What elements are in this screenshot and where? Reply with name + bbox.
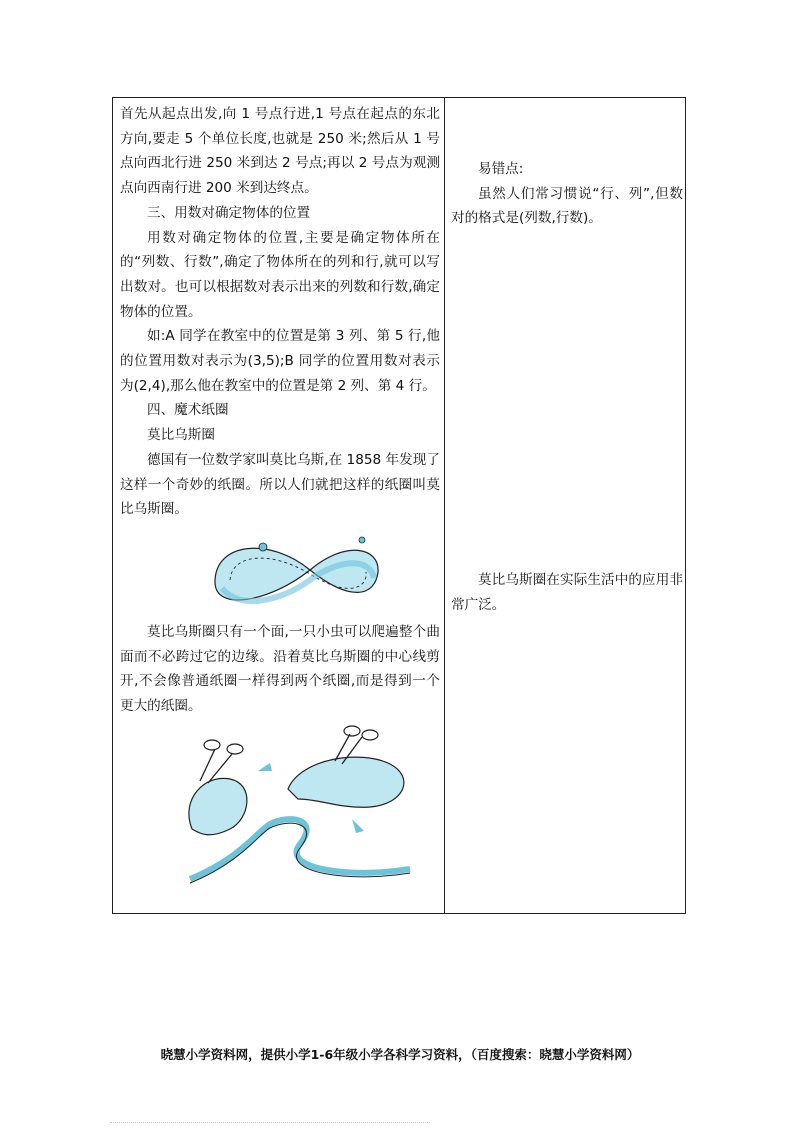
- left-column: [120, 102, 440, 903]
- mobius-application-note: [451, 568, 683, 617]
- mobius-note-text: 莫比乌斯圈在实际生活中的应用非常广泛。: [451, 572, 683, 613]
- error-note: [451, 157, 683, 231]
- page-footer: 晓慧小学资料网，提供小学1-6年级小学各科学习资料，（百度搜索：晓慧小学资料网）: [160, 1047, 640, 1062]
- cutting-mobius-figure: [120, 719, 440, 903]
- heading-magic-loop: 四、魔术纸圈: [147, 402, 229, 419]
- arrow-icon: [258, 763, 272, 771]
- arrow-icon: [352, 819, 364, 833]
- scissors-icon: [204, 740, 220, 750]
- paragraph-mobius-property: 莫比乌斯圈只有一个面,一只小虫可以爬遍整个曲面而不必跨过它的边缘。沿着莫比乌斯圈的中心线剪开,不会像普通纸圈一样得到两个纸圈,而是得到一个更大的纸圈。: [120, 623, 440, 715]
- mobius-strip-figure: [120, 522, 440, 620]
- scissors-icon: [344, 726, 360, 736]
- heading-number-pairs: 三、用数对确定物体的位置: [147, 204, 311, 221]
- right-column: [451, 98, 683, 913]
- note-title: 易错点:: [478, 161, 524, 177]
- bug-icon: [359, 537, 365, 543]
- content-table: [112, 97, 686, 914]
- paragraph-example: 如:A 同学在教室中的位置是第 3 列、第 5 行,他的位置用数对表示为(3,5);B 同学的位置用数对表示为(2,4),那么他在教室中的位置是第 2 列、第 4 行。: [120, 328, 440, 394]
- note-text: 虽然人们常习惯说“行、列”,但数对的格式是(列数,行数)。: [451, 185, 683, 227]
- paragraph-number-pairs: 用数对确定物体的位置,主要是确定物体所在的“列数、行数”,确定了物体所在的列和行,就可以写出数对。也可以根据数对表示出来的列数和行数,确定物体的位置。: [120, 229, 440, 320]
- paragraph-mobius-history: 德国有一位数学家叫莫比乌斯,在 1858 年发现了这样一个奇妙的纸圈。所以人们就把这样的纸圈叫莫比乌斯圈。: [120, 451, 440, 518]
- paragraph-route: 首先从起点出发,向 1 号点行进,1 号点在起点的东北方向,要走 5 个单位长度,也就是 250 米;然后从 1 号点向西北行进 250 米到达 2 号点;再以 2 号点为观测点向西南行进 200 米到达终点。: [120, 106, 440, 197]
- faint-bottom-line: [110, 1122, 430, 1125]
- subheading-mobius: 莫比乌斯圈: [147, 427, 215, 444]
- bug-icon: [259, 543, 267, 551]
- column-divider: [444, 98, 445, 913]
